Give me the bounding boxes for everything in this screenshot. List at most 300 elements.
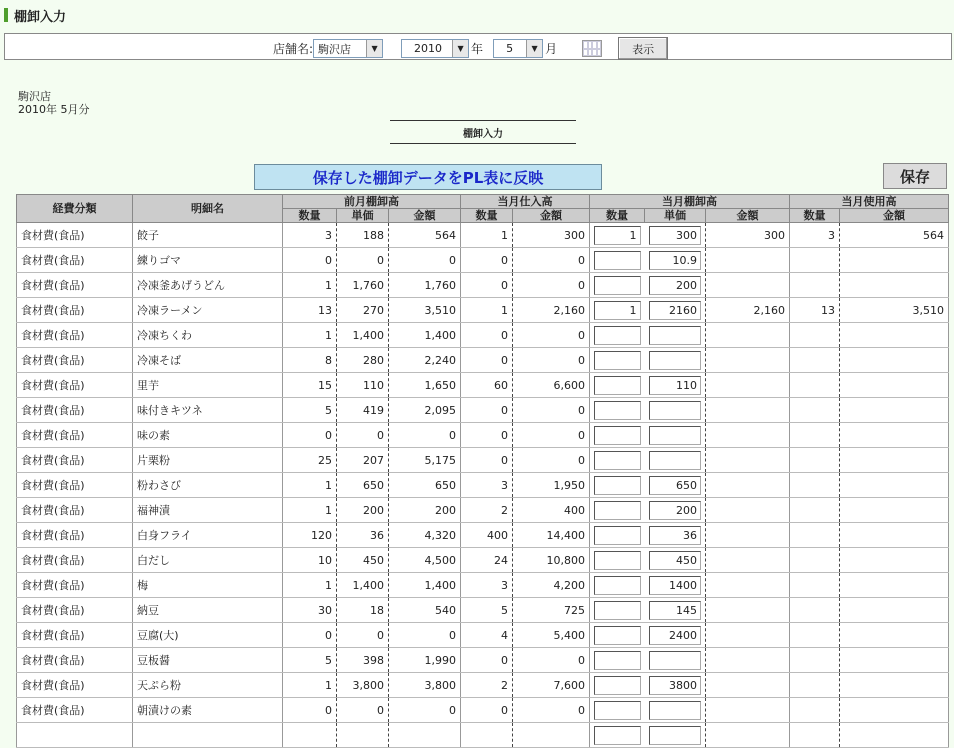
- item-name-cell: 梅: [133, 573, 283, 598]
- header-qty: 数量: [590, 209, 645, 223]
- purchase-amount-cell: 0: [513, 348, 590, 373]
- prev-unit-price-cell: 0: [337, 248, 389, 273]
- purchase-qty-cell: 4: [461, 623, 513, 648]
- prev-amount-cell: 5,175: [389, 448, 461, 473]
- purchase-qty-cell: 0: [461, 648, 513, 673]
- current-unit-price-input[interactable]: 650: [649, 476, 702, 495]
- usage-amount-cell: 3,510: [840, 298, 949, 323]
- item-name-cell: 味の素: [133, 423, 283, 448]
- usage-qty-cell: [790, 348, 840, 373]
- prev-unit-price-cell: 650: [337, 473, 389, 498]
- prev-amount-cell: 4,500: [389, 548, 461, 573]
- category-cell: 食材費(食品): [17, 348, 133, 373]
- prev-qty-cell: 1: [283, 673, 337, 698]
- table-row: [17, 398, 949, 423]
- current-unit-price-input[interactable]: 2400: [649, 626, 702, 645]
- purchase-qty-cell: 0: [461, 273, 513, 298]
- current-unit-price-input[interactable]: 10.9: [649, 251, 702, 270]
- current-unit-price-input-cell: [645, 498, 706, 523]
- usage-qty-cell: [790, 698, 840, 723]
- item-name-cell: 里芋: [133, 373, 283, 398]
- prev-amount-cell: [389, 723, 461, 748]
- prev-qty-cell: 5: [283, 398, 337, 423]
- header-current-inventory: 当月棚卸高: [590, 195, 790, 209]
- prev-amount-cell: 540: [389, 598, 461, 623]
- current-unit-price-input[interactable]: [649, 726, 702, 745]
- prev-amount-cell: 3,800: [389, 673, 461, 698]
- table-row: [17, 673, 949, 698]
- table-row: [17, 723, 949, 748]
- purchase-amount-cell: 4,200: [513, 573, 590, 598]
- usage-qty-cell: [790, 523, 840, 548]
- usage-qty-cell: [790, 248, 840, 273]
- purchase-qty-cell: 1: [461, 298, 513, 323]
- purchase-amount-cell: 0: [513, 323, 590, 348]
- chevron-down-icon: ▼: [366, 40, 382, 57]
- current-amount-cell: [706, 673, 790, 698]
- item-name-cell: 餃子: [133, 223, 283, 248]
- current-qty-input-cell: [590, 548, 645, 573]
- current-unit-price-input-cell: [645, 273, 706, 298]
- prev-qty-cell: [283, 723, 337, 748]
- current-qty-input-cell: [590, 723, 645, 748]
- usage-amount-cell: [840, 598, 949, 623]
- usage-amount-cell: [840, 648, 949, 673]
- current-unit-price-input[interactable]: 145: [649, 601, 702, 620]
- current-qty-input[interactable]: [594, 626, 641, 645]
- header-unit-price: 単価: [645, 209, 706, 223]
- current-unit-price-input-cell: [645, 373, 706, 398]
- current-qty-input[interactable]: [594, 451, 641, 470]
- current-amount-cell: [706, 273, 790, 298]
- current-amount-cell: [706, 373, 790, 398]
- prev-amount-cell: 0: [389, 623, 461, 648]
- prev-unit-price-cell: 1,400: [337, 323, 389, 348]
- current-unit-price-input-cell: [645, 723, 706, 748]
- purchase-qty-cell: 1: [461, 223, 513, 248]
- calendar-icon[interactable]: [582, 40, 602, 57]
- item-name-cell: 朝漬けの素: [133, 698, 283, 723]
- current-qty-input[interactable]: [594, 326, 641, 345]
- purchase-qty-cell: 0: [461, 398, 513, 423]
- table-row: [17, 448, 949, 473]
- usage-amount-cell: [840, 673, 949, 698]
- prev-unit-price-cell: 200: [337, 498, 389, 523]
- purchase-amount-cell: 400: [513, 498, 590, 523]
- usage-qty-cell: [790, 473, 840, 498]
- item-name-cell: 福神漬: [133, 498, 283, 523]
- current-unit-price-input-cell: [645, 323, 706, 348]
- current-unit-price-input-cell: [645, 548, 706, 573]
- purchase-qty-cell: 5: [461, 598, 513, 623]
- usage-amount-cell: [840, 723, 949, 748]
- current-qty-input-cell: [590, 223, 645, 248]
- item-name-cell: 冷凍そば: [133, 348, 283, 373]
- current-unit-price-input[interactable]: [649, 401, 702, 420]
- current-amount-cell: [706, 248, 790, 273]
- current-qty-input[interactable]: [594, 526, 641, 545]
- table-row: [17, 573, 949, 598]
- header-prev-inventory: 前月棚卸高: [283, 195, 461, 209]
- current-unit-price-input[interactable]: 200: [649, 501, 702, 520]
- item-name-cell: 冷凍ちくわ: [133, 323, 283, 348]
- usage-amount-cell: [840, 423, 949, 448]
- current-unit-price-input[interactable]: [649, 701, 702, 720]
- current-amount-cell: [706, 698, 790, 723]
- purchase-qty-cell: 0: [461, 348, 513, 373]
- current-qty-input[interactable]: [594, 351, 641, 370]
- category-cell: 食材費(食品): [17, 373, 133, 398]
- purchase-qty-cell: 0: [461, 323, 513, 348]
- year-unit: 年: [471, 42, 484, 56]
- item-name-cell: 豆板醤: [133, 648, 283, 673]
- current-unit-price-input[interactable]: [649, 651, 702, 670]
- prev-unit-price-cell: 18: [337, 598, 389, 623]
- purchase-amount-cell: 0: [513, 248, 590, 273]
- header-amount: 金額: [389, 209, 461, 223]
- page-title-text: 棚卸入力: [14, 9, 67, 25]
- show-button[interactable]: 表示: [618, 37, 668, 60]
- purchase-qty-cell: 0: [461, 423, 513, 448]
- current-amount-cell: [706, 498, 790, 523]
- table-row: [17, 698, 949, 723]
- item-name-cell: 冷凍釜あげうどん: [133, 273, 283, 298]
- current-unit-price-input[interactable]: 2160: [649, 301, 702, 320]
- header-item: 明細名: [133, 195, 283, 223]
- prev-amount-cell: 650: [389, 473, 461, 498]
- prev-unit-price-cell: 207: [337, 448, 389, 473]
- table-row: [17, 223, 949, 248]
- current-unit-price-input-cell: [645, 223, 706, 248]
- current-unit-price-input[interactable]: 200: [649, 276, 702, 295]
- purchase-amount-cell: 0: [513, 423, 590, 448]
- purchase-qty-cell: [461, 723, 513, 748]
- prev-unit-price-cell: 36: [337, 523, 389, 548]
- current-unit-price-input-cell: [645, 598, 706, 623]
- usage-amount-cell: [840, 498, 949, 523]
- current-qty-input[interactable]: [594, 426, 641, 445]
- table-row: [17, 623, 949, 648]
- current-qty-input-cell: [590, 448, 645, 473]
- table-row: [17, 423, 949, 448]
- current-qty-input[interactable]: [594, 376, 641, 395]
- prev-qty-cell: 30: [283, 598, 337, 623]
- usage-qty-cell: [790, 623, 840, 648]
- prev-qty-cell: 0: [283, 698, 337, 723]
- usage-amount-cell: [840, 623, 949, 648]
- table-row: [17, 248, 949, 273]
- current-amount-cell: [706, 623, 790, 648]
- table-row: [17, 473, 949, 498]
- category-cell: 食材費(食品): [17, 248, 133, 273]
- purchase-qty-cell: 400: [461, 523, 513, 548]
- prev-unit-price-cell: 1,760: [337, 273, 389, 298]
- category-cell: 食材費(食品): [17, 573, 133, 598]
- current-qty-input[interactable]: 1: [594, 301, 641, 320]
- category-cell: 食材費(食品): [17, 523, 133, 548]
- year-select[interactable]: [401, 39, 469, 58]
- prev-qty-cell: 5: [283, 648, 337, 673]
- category-cell: 食材費(食品): [17, 673, 133, 698]
- current-amount-cell: [706, 398, 790, 423]
- current-qty-input-cell: [590, 273, 645, 298]
- current-unit-price-input-cell: [645, 398, 706, 423]
- current-unit-price-input-cell: [645, 448, 706, 473]
- prev-amount-cell: 1,760: [389, 273, 461, 298]
- prev-qty-cell: 13: [283, 298, 337, 323]
- header-category: 経費分類: [17, 195, 133, 223]
- current-amount-cell: 2,160: [706, 298, 790, 323]
- item-name-cell: 味付きキツネ: [133, 398, 283, 423]
- page-title: [4, 6, 66, 24]
- usage-amount-cell: [840, 548, 949, 573]
- prev-amount-cell: 0: [389, 423, 461, 448]
- prev-unit-price-cell: 0: [337, 623, 389, 648]
- category-cell: 食材費(食品): [17, 598, 133, 623]
- prev-qty-cell: 25: [283, 448, 337, 473]
- table-row: [17, 498, 949, 523]
- purchase-qty-cell: 0: [461, 448, 513, 473]
- item-name-cell: 白身フライ: [133, 523, 283, 548]
- usage-amount-cell: [840, 473, 949, 498]
- category-cell: 食材費(食品): [17, 448, 133, 473]
- item-name-cell: 白だし: [133, 548, 283, 573]
- table-row: [17, 323, 949, 348]
- prev-amount-cell: 2,240: [389, 348, 461, 373]
- category-cell: 食材費(食品): [17, 398, 133, 423]
- current-qty-input-cell: [590, 623, 645, 648]
- title-marker: [4, 8, 8, 22]
- current-unit-price-input[interactable]: [649, 351, 702, 370]
- current-unit-price-input[interactable]: 450: [649, 551, 702, 570]
- purchase-qty-cell: 3: [461, 573, 513, 598]
- item-name-cell: 冷凍ラーメン: [133, 298, 283, 323]
- item-name-cell: 納豆: [133, 598, 283, 623]
- prev-qty-cell: 0: [283, 248, 337, 273]
- prev-unit-price-cell: 0: [337, 698, 389, 723]
- header-qty: 数量: [461, 209, 513, 223]
- chevron-down-icon: ▼: [526, 40, 542, 57]
- purchase-amount-cell: [513, 723, 590, 748]
- header-purchase: 当月仕入高: [461, 195, 590, 209]
- current-unit-price-input[interactable]: 300: [649, 226, 702, 245]
- usage-amount-cell: [840, 573, 949, 598]
- category-cell: 食材費(食品): [17, 223, 133, 248]
- month-unit: 月: [545, 42, 558, 56]
- usage-qty-cell: [790, 573, 840, 598]
- current-unit-price-input-cell: [645, 673, 706, 698]
- current-qty-input[interactable]: 1: [594, 226, 641, 245]
- current-qty-input[interactable]: [594, 601, 641, 620]
- prev-amount-cell: 3,510: [389, 298, 461, 323]
- item-name-cell: 練りゴマ: [133, 248, 283, 273]
- usage-qty-cell: [790, 448, 840, 473]
- current-unit-price-input[interactable]: [649, 326, 702, 345]
- item-name-cell: 粉わさび: [133, 473, 283, 498]
- header-amount: 金額: [840, 209, 949, 223]
- current-qty-input-cell: [590, 248, 645, 273]
- current-unit-price-input[interactable]: 110: [649, 376, 702, 395]
- prev-amount-cell: 1,400: [389, 573, 461, 598]
- prev-qty-cell: 1: [283, 573, 337, 598]
- current-qty-input[interactable]: [594, 726, 641, 745]
- current-qty-input-cell: [590, 398, 645, 423]
- table-row: [17, 598, 949, 623]
- current-unit-price-input-cell: [645, 473, 706, 498]
- usage-qty-cell: [790, 673, 840, 698]
- purchase-qty-cell: 24: [461, 548, 513, 573]
- purchase-amount-cell: 0: [513, 398, 590, 423]
- current-qty-input-cell: [590, 298, 645, 323]
- current-amount-cell: [706, 448, 790, 473]
- current-amount-cell: [706, 573, 790, 598]
- prev-amount-cell: 564: [389, 223, 461, 248]
- section-title-text: 棚卸入力: [463, 128, 503, 140]
- usage-qty-cell: 13: [790, 298, 840, 323]
- prev-qty-cell: 1: [283, 473, 337, 498]
- category-cell: 食材費(食品): [17, 473, 133, 498]
- purchase-amount-cell: 6,600: [513, 373, 590, 398]
- current-qty-input-cell: [590, 473, 645, 498]
- prev-unit-price-cell: 3,800: [337, 673, 389, 698]
- usage-qty-cell: [790, 323, 840, 348]
- current-qty-input[interactable]: [594, 276, 641, 295]
- purchase-qty-cell: 2: [461, 673, 513, 698]
- store-select[interactable]: [313, 39, 383, 58]
- category-cell: 食材費(食品): [17, 548, 133, 573]
- purchase-amount-cell: 14,400: [513, 523, 590, 548]
- current-unit-price-input[interactable]: [649, 451, 702, 470]
- usage-amount-cell: [840, 698, 949, 723]
- usage-qty-cell: [790, 498, 840, 523]
- current-qty-input-cell: [590, 498, 645, 523]
- prev-amount-cell: 4,320: [389, 523, 461, 548]
- current-qty-input[interactable]: [594, 701, 641, 720]
- purchase-amount-cell: 1,950: [513, 473, 590, 498]
- current-qty-input-cell: [590, 523, 645, 548]
- chevron-down-icon: ▼: [452, 40, 468, 57]
- current-qty-input[interactable]: [594, 676, 641, 695]
- usage-qty-cell: [790, 548, 840, 573]
- store-name: 駒沢店: [18, 90, 51, 103]
- reflect-to-pl-button[interactable]: 保存した棚卸データをPL表に反映: [254, 164, 602, 190]
- table-row: [17, 648, 949, 673]
- table-row: [17, 548, 949, 573]
- save-button[interactable]: 保存: [883, 163, 947, 189]
- prev-amount-cell: 0: [389, 248, 461, 273]
- header-qty: 数量: [283, 209, 337, 223]
- purchase-amount-cell: 5,400: [513, 623, 590, 648]
- prev-unit-price-cell: 1,400: [337, 573, 389, 598]
- month-select[interactable]: [493, 39, 543, 58]
- current-amount-cell: 300: [706, 223, 790, 248]
- current-qty-input-cell: [590, 648, 645, 673]
- usage-qty-cell: [790, 723, 840, 748]
- prev-qty-cell: 10: [283, 548, 337, 573]
- current-unit-price-input-cell: [645, 573, 706, 598]
- current-unit-price-input-cell: [645, 248, 706, 273]
- purchase-amount-cell: 300: [513, 223, 590, 248]
- store-select-value: 駒沢店: [318, 42, 352, 56]
- current-qty-input[interactable]: [594, 401, 641, 420]
- category-cell: 食材費(食品): [17, 423, 133, 448]
- category-cell: [17, 723, 133, 748]
- current-amount-cell: [706, 648, 790, 673]
- current-amount-cell: [706, 598, 790, 623]
- current-unit-price-input[interactable]: 1400: [649, 576, 702, 595]
- current-amount-cell: [706, 473, 790, 498]
- period-text: 2010年 5月分: [18, 103, 90, 116]
- prev-amount-cell: 200: [389, 498, 461, 523]
- usage-qty-cell: [790, 423, 840, 448]
- month-select-value: 5: [506, 42, 514, 55]
- item-name-cell: 片栗粉: [133, 448, 283, 473]
- usage-amount-cell: [840, 273, 949, 298]
- prev-unit-price-cell: 188: [337, 223, 389, 248]
- current-unit-price-input[interactable]: 3800: [649, 676, 702, 695]
- category-cell: 食材費(食品): [17, 498, 133, 523]
- purchase-qty-cell: 0: [461, 698, 513, 723]
- prev-qty-cell: 8: [283, 348, 337, 373]
- prev-qty-cell: 120: [283, 523, 337, 548]
- prev-amount-cell: 1,990: [389, 648, 461, 673]
- usage-qty-cell: [790, 273, 840, 298]
- prev-amount-cell: 1,650: [389, 373, 461, 398]
- purchase-amount-cell: 725: [513, 598, 590, 623]
- purchase-qty-cell: 3: [461, 473, 513, 498]
- current-unit-price-input[interactable]: [649, 426, 702, 445]
- prev-unit-price-cell: 270: [337, 298, 389, 323]
- prev-amount-cell: 1,400: [389, 323, 461, 348]
- purchase-amount-cell: 2,160: [513, 298, 590, 323]
- current-qty-input-cell: [590, 698, 645, 723]
- current-qty-input-cell: [590, 423, 645, 448]
- header-amount: 金額: [513, 209, 590, 223]
- prev-unit-price-cell: 450: [337, 548, 389, 573]
- usage-amount-cell: [840, 398, 949, 423]
- filter-bar: [4, 33, 952, 60]
- header-amount: 金額: [706, 209, 790, 223]
- header-usage: 当月使用高: [790, 195, 949, 209]
- item-name-cell: 豆腐(大): [133, 623, 283, 648]
- store-label: 店舗名:: [273, 42, 314, 56]
- prev-qty-cell: 1: [283, 273, 337, 298]
- prev-amount-cell: 0: [389, 698, 461, 723]
- current-qty-input[interactable]: [594, 551, 641, 570]
- purchase-amount-cell: 0: [513, 273, 590, 298]
- item-name-cell: 天ぷら粉: [133, 673, 283, 698]
- purchase-amount-cell: 10,800: [513, 548, 590, 573]
- purchase-qty-cell: 2: [461, 498, 513, 523]
- usage-qty-cell: [790, 398, 840, 423]
- current-qty-input[interactable]: [594, 651, 641, 670]
- table-row: [17, 373, 949, 398]
- header-qty: 数量: [790, 209, 840, 223]
- current-qty-input[interactable]: [594, 476, 641, 495]
- current-qty-input[interactable]: [594, 576, 641, 595]
- purchase-amount-cell: 7,600: [513, 673, 590, 698]
- category-cell: 食材費(食品): [17, 648, 133, 673]
- current-qty-input[interactable]: [594, 251, 641, 270]
- current-unit-price-input-cell: [645, 698, 706, 723]
- prev-unit-price-cell: 398: [337, 648, 389, 673]
- prev-qty-cell: 15: [283, 373, 337, 398]
- usage-amount-cell: [840, 523, 949, 548]
- current-unit-price-input[interactable]: 36: [649, 526, 702, 545]
- usage-qty-cell: [790, 648, 840, 673]
- current-unit-price-input-cell: [645, 648, 706, 673]
- current-qty-input[interactable]: [594, 501, 641, 520]
